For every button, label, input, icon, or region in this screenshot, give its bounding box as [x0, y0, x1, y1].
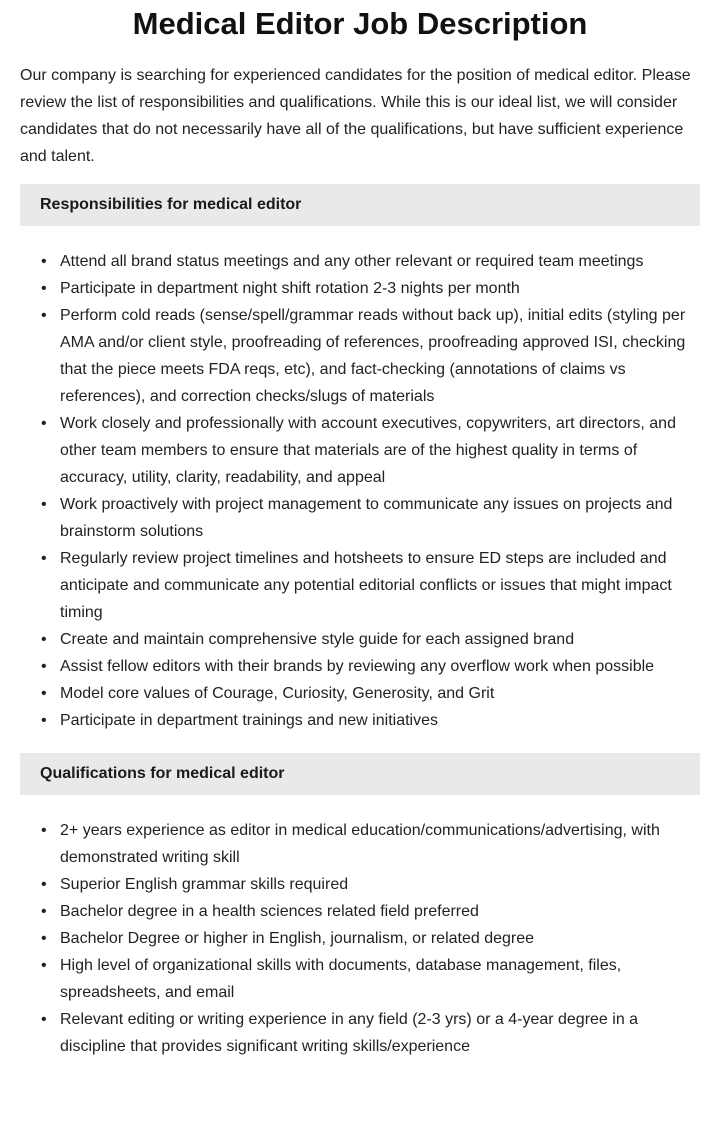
- bullet-icon: •: [41, 957, 47, 974]
- bullet-icon: •: [41, 307, 47, 324]
- bullet-icon: •: [41, 930, 47, 947]
- qualifications-list: [20, 817, 700, 1060]
- list-item: • Superior English grammar skills required: [60, 871, 700, 898]
- list-item: • Model core values of Courage, Curiosity, Generosity, and Grit: [60, 680, 700, 707]
- list-item: • Attend all brand status meetings and any other relevant or required team meetings: [60, 248, 700, 275]
- bullet-icon: •: [41, 415, 47, 432]
- list-item: • Regularly review project timelines and hotsheets to ensure ED steps are included and anticipate and communicate any potential editorial conflicts or issues that might impact timing: [60, 545, 700, 626]
- bullet-icon: •: [41, 253, 47, 270]
- list-item: • High level of organizational skills with documents, database management, files, spreadsheets, and email: [60, 952, 700, 1006]
- responsibilities-list: [20, 248, 700, 734]
- bullet-icon: •: [41, 876, 47, 893]
- bullet-icon: •: [41, 658, 47, 675]
- bullet-icon: •: [41, 712, 47, 729]
- bullet-icon: •: [41, 685, 47, 702]
- bullet-icon: •: [41, 631, 47, 648]
- intro-paragraph: Our company is searching for experienced candidates for the position of medical editor. Please review the list of responsibilities and qualifications. While this is our ideal list, we will consider candidates that do not necessarily have all of the qualifications, but have sufficient experience and talent.: [20, 67, 691, 165]
- list-item: • Relevant editing or writing experience in any field (2-3 yrs) or a 4-year degree in a discipline that provides significant writing skills/experience: [60, 1006, 700, 1060]
- list-item: • Assist fellow editors with their brands by reviewing any overflow work when possible: [60, 653, 700, 680]
- list-item: • Participate in department trainings and new initiatives: [60, 707, 700, 734]
- list-item: • Perform cold reads (sense/spell/grammar reads without back up), initial edits (styling per AMA and/or client style, proofreading of references, proofreading approved ISI, checking that the piece meets FDA reqs, etc), and fact-checking (annotations of claims vs references), and correction checks/slugs of materials: [60, 302, 700, 410]
- list-item: • Bachelor Degree or higher in English, journalism, or related degree: [60, 925, 700, 952]
- bullet-icon: •: [41, 1011, 47, 1028]
- list-item: • Work closely and professionally with account executives, copywriters, art directors, and other team members to ensure that materials are of the highest quality in terms of accuracy, utility, clarity, readability, and appeal: [60, 410, 700, 491]
- bullet-icon: •: [41, 903, 47, 920]
- qualifications-heading: Qualifications for medical editor: [20, 753, 700, 795]
- page-title: Medical Editor Job Description: [132, 6, 588, 41]
- list-item: • 2+ years experience as editor in medical education/communications/advertising, with demonstrated writing skill: [60, 817, 700, 871]
- list-item: • Bachelor degree in a health sciences related field preferred: [60, 898, 700, 925]
- list-item: • Create and maintain comprehensive style guide for each assigned brand: [60, 626, 700, 653]
- list-item: • Participate in department night shift rotation 2-3 nights per month: [60, 275, 700, 302]
- responsibilities-heading: Responsibilities for medical editor: [20, 184, 700, 226]
- bullet-icon: •: [41, 550, 47, 567]
- bullet-icon: •: [41, 822, 47, 839]
- bullet-icon: •: [41, 280, 47, 297]
- bullet-icon: •: [41, 496, 47, 513]
- list-item: • Work proactively with project management to communicate any issues on projects and brainstorm solutions: [60, 491, 700, 545]
